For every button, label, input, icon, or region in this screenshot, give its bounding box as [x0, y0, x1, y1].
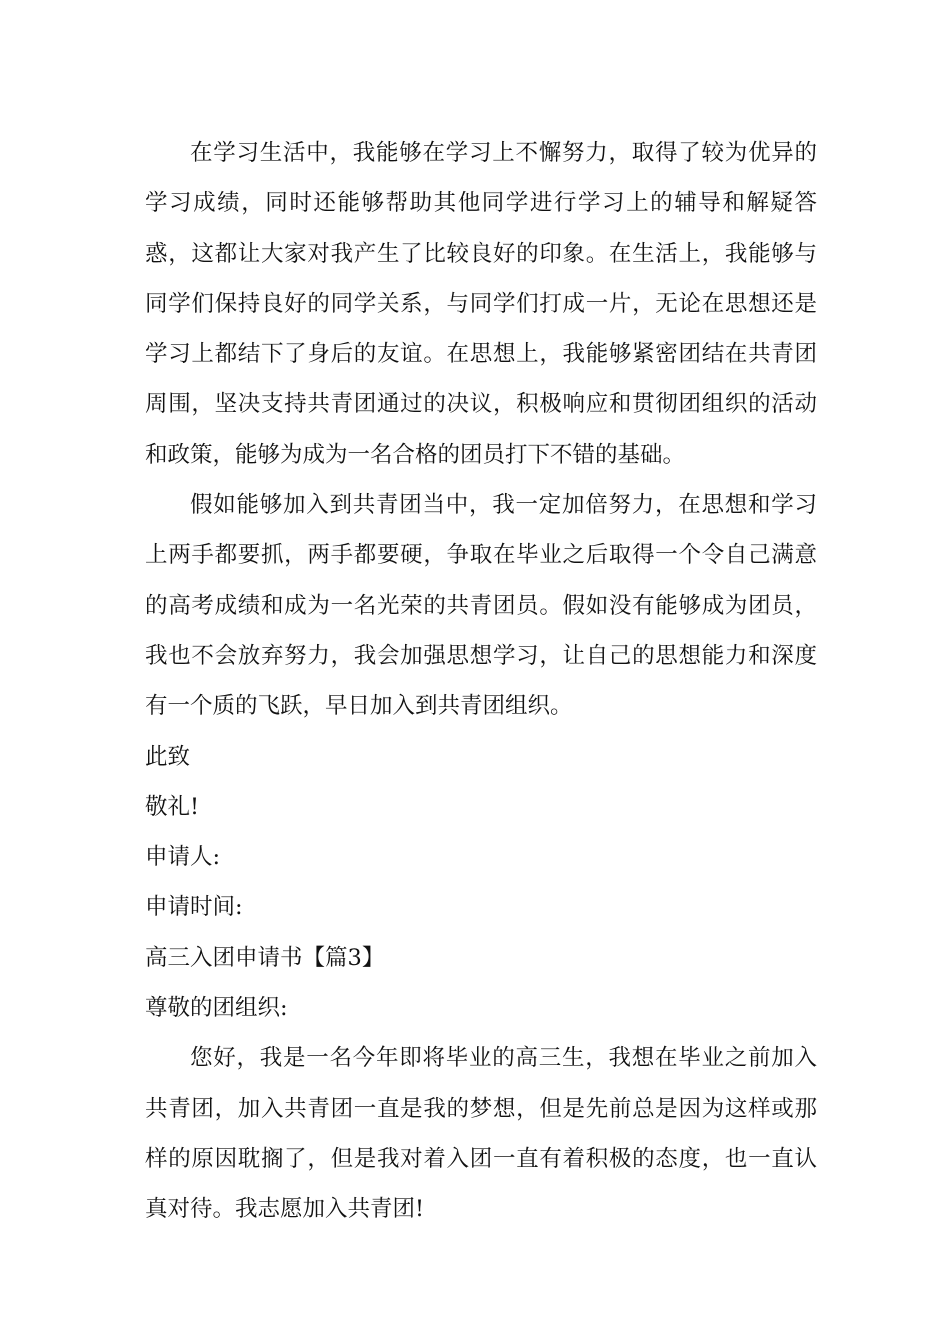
closing-regards: 敬礼!	[145, 793, 200, 820]
paragraph-commitment: 假如能够加入到共青团当中，我一定加倍努力，在思想和学习上两手都要抓，两手都要硬，争取在毕业之后取得一个令自己满意的高考成绩和成为一名光荣的共青团员。假如没有能够成为团员，我也不会放弃努力，我会加强思想学习，让自己的思想能力和深度有一个质的飞跃，早日加入到共青团组织。	[145, 492, 817, 720]
applicant-label: 申请人:	[145, 844, 221, 871]
document-body	[145, 128, 817, 1235]
closing-salutation: 此致	[145, 743, 191, 770]
paragraph-study-life: 在学习生活中，我能够在学习上不懈努力，取得了较为优异的学习成绩，同时还能够帮助其他同学进行学习上的辅导和解疑答惑，这都让大家对我产生了比较良好的印象。在生活上，我能够与同学们保持良好的同学关系，与同学们打成一片，无论在思想还是学习上都结下了身后的友谊。在思想上，我能够紧密团结在共青团周围，坚决支持共青团通过的决议，积极响应和贯彻团组织的活动和政策，能够为成为一名合格的团员打下不错的基础。	[145, 140, 817, 468]
application-date-label: 申请时间:	[145, 894, 243, 921]
section-title: 高三入团申请书【篇3】	[145, 944, 385, 971]
salutation: 尊敬的团组织:	[145, 995, 288, 1022]
paragraph-intro: 您好，我是一名今年即将毕业的高三生，我想在毕业之前加入共青团，加入共青团一直是我的梦想，但是先前总是因为这样或那样的原因耽搁了，但是我对着入团一直有着积极的态度，也一直认真对待。我志愿加入共青团!	[145, 1045, 817, 1223]
